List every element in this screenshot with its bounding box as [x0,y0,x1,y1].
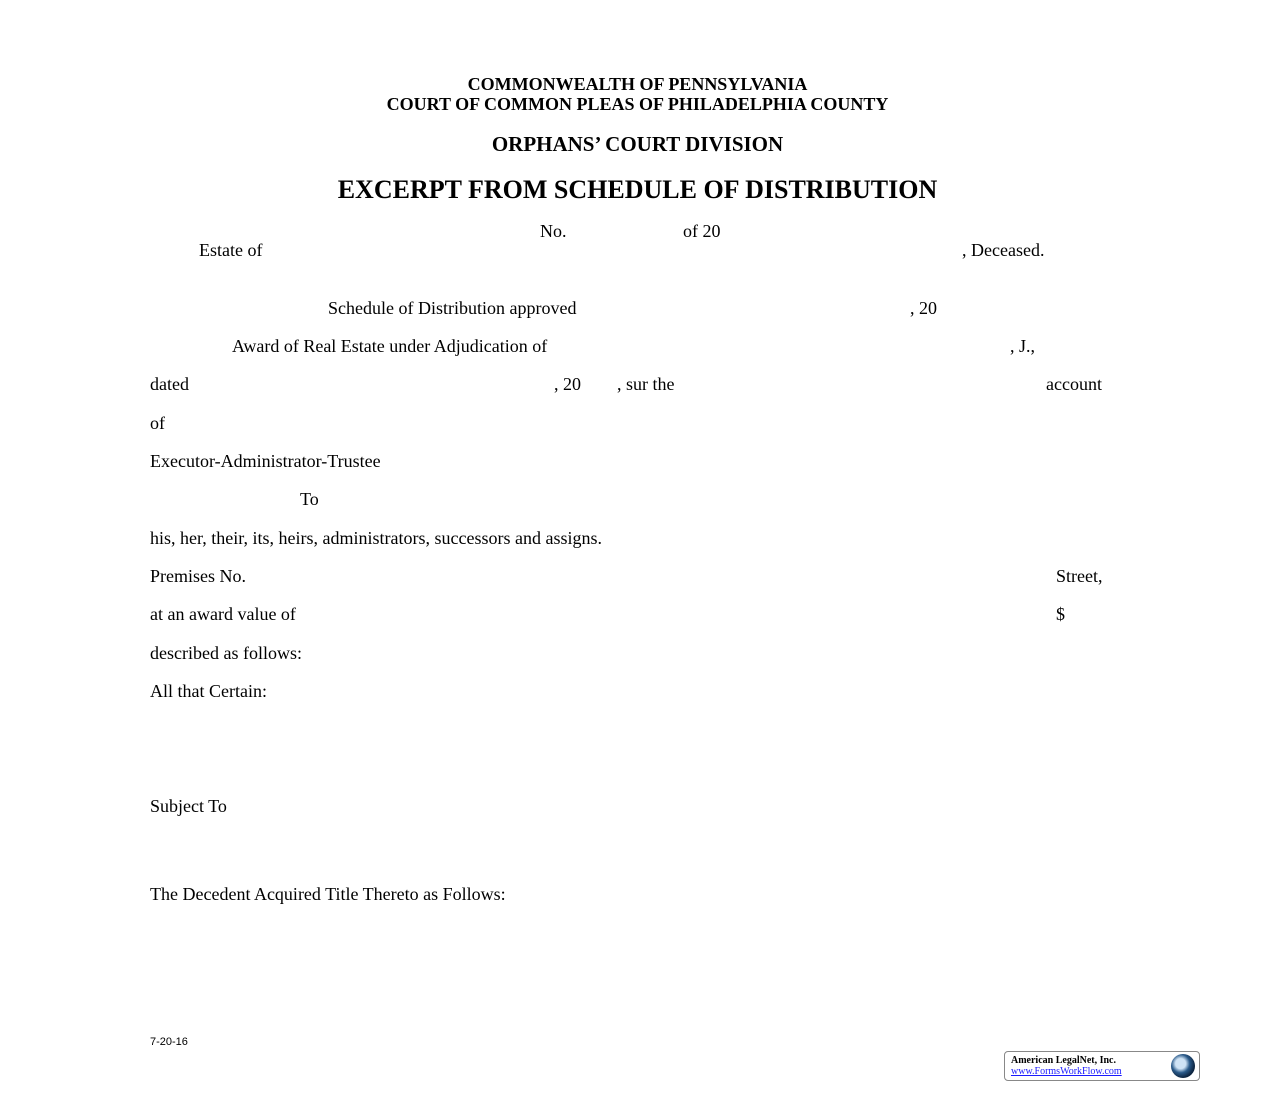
of-20-label: of 20 [683,221,721,241]
header-division: ORPHANS’ COURT DIVISION [491,132,784,156]
account-label: account [1046,374,1102,394]
dollar-label: $ [1056,604,1065,624]
executor-label: Executor-Administrator-Trustee [150,451,381,471]
page-title: EXCERPT FROM SCHEDULE OF DISTRIBUTION [337,175,938,204]
dated-label: dated [150,374,189,394]
all-that-certain-label: All that Certain: [150,681,267,701]
header-court: COURT OF COMMON PLEAS OF PHILADELPHIA COUNTY [386,94,889,114]
form-date-code: 7-20-16 [150,1036,188,1048]
to-label: To [300,489,319,509]
subject-to-label: Subject To [150,796,227,816]
no-label: No. [540,221,567,241]
dated-year-label: , 20 [554,374,581,394]
heirs-text: his, her, their, its, heirs, administrators, successors and assigns. [150,528,602,548]
deceased-label: , Deceased. [962,240,1045,260]
globe-icon [1171,1054,1195,1078]
award-value-label: at an award value of [150,604,296,624]
sur-the-label: , sur the [617,374,675,394]
schedule-approved-label: Schedule of Distribution approved [328,298,577,318]
of-label: of [150,413,165,433]
judge-label: , J., [1010,336,1036,356]
logo-company-name: American LegalNet, Inc. [1011,1055,1116,1066]
acquired-title-label: The Decedent Acquired Title Thereto as Follows: [150,884,506,904]
schedule-year-label: , 20 [910,298,937,318]
logo-website-link[interactable]: www.FormsWorkFlow.com [1011,1066,1122,1077]
award-label: Award of Real Estate under Adjudication of [232,336,548,356]
header-commonwealth: COMMONWEALTH OF PENNSYLVANIA [467,74,808,94]
american-legalnet-logo[interactable] [1004,1051,1200,1081]
estate-of-label: Estate of [199,240,263,260]
premises-label: Premises No. [150,566,246,586]
described-label: described as follows: [150,643,302,663]
street-label: Street, [1056,566,1103,586]
